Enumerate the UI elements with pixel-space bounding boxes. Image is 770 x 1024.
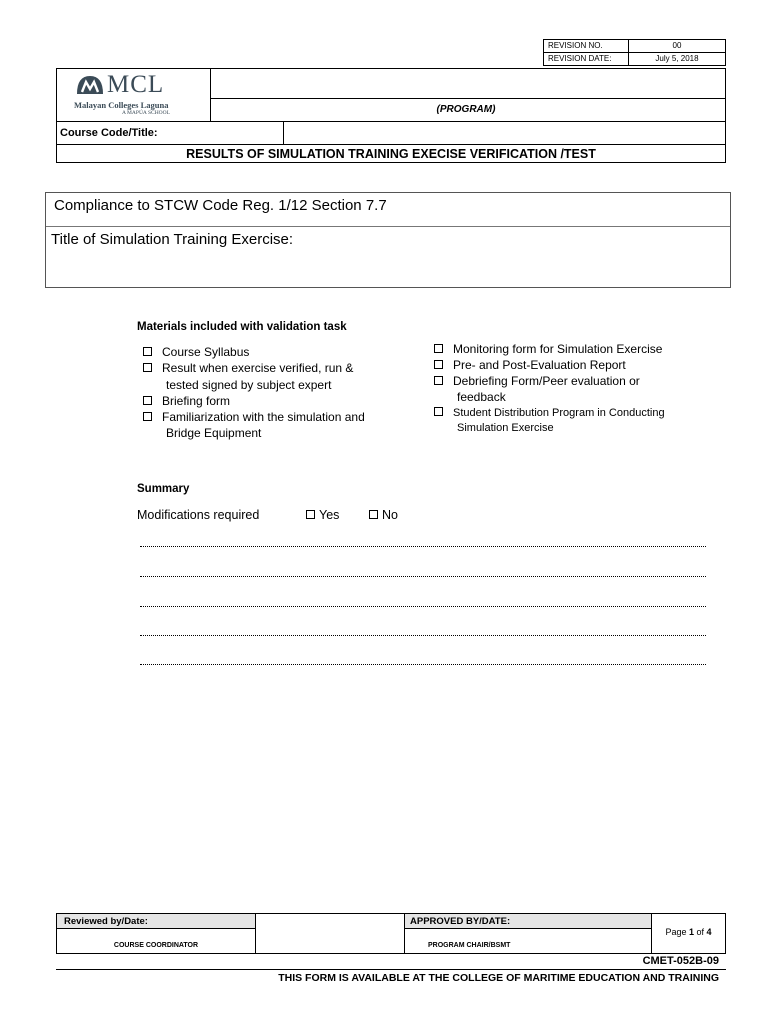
materials-right-list [434, 341, 734, 435]
comment-line-1[interactable] [140, 546, 706, 547]
availability-note: THIS FORM IS AVAILABLE AT THE COLLEGE OF MARITIME EDUCATION AND TRAINING [278, 972, 719, 984]
checkbox-icon[interactable] [434, 407, 443, 416]
approved-label: APPROVED BY/DATE: [410, 916, 511, 927]
page-title: RESULTS OF SIMULATION TRAINING EXECISE VERIFICATION /TEST [186, 147, 596, 161]
mcl-logo-icon [75, 72, 105, 98]
compliance-text: Compliance to STCW Code Reg. 1/12 Section 7.7 [54, 197, 387, 214]
logo-tagline: A MAPÚA SCHOOL [122, 110, 170, 116]
reviewed-cell [57, 914, 256, 929]
material-label-cont: feedback [457, 390, 506, 404]
material-item[interactable] [434, 373, 734, 389]
material-label: Monitoring form for Simulation Exercise [453, 342, 663, 356]
course-code-row [57, 121, 725, 144]
revision-no-value: 00 [629, 40, 726, 53]
no-label: No [382, 508, 398, 522]
material-item[interactable] [143, 409, 413, 425]
approved-cell [405, 914, 652, 929]
modifications-label: Modifications required [137, 508, 260, 522]
exercise-title-field[interactable] [46, 249, 730, 287]
page-prefix: Page [665, 927, 687, 937]
logo-cell [57, 69, 211, 121]
material-item[interactable] [143, 344, 413, 360]
no-option[interactable] [369, 508, 398, 522]
material-item[interactable] [143, 360, 413, 376]
comment-line-3[interactable] [140, 606, 706, 607]
materials-left-list [143, 344, 413, 442]
title-row [57, 144, 725, 162]
revision-date-value: July 5, 2018 [629, 53, 726, 66]
revision-date-label: REVISION DATE: [544, 53, 629, 66]
material-label: Result when exercise verified, run & [162, 361, 354, 376]
yes-label: Yes [319, 508, 340, 522]
logo-subtitle: Malayan Colleges Laguna [74, 100, 169, 110]
program-label: (PROGRAM) [436, 104, 496, 115]
checkbox-icon[interactable] [434, 376, 443, 385]
exercise-title-label: Title of Simulation Training Exercise: [51, 231, 294, 248]
material-item[interactable] [434, 341, 734, 357]
checkbox-icon[interactable] [369, 510, 378, 519]
checkbox-icon[interactable] [143, 347, 152, 356]
material-label: Pre- and Post-Evaluation Report [453, 358, 626, 372]
checkbox-icon[interactable] [434, 360, 443, 369]
program-row [211, 98, 725, 121]
revision-table [543, 39, 726, 66]
signature-table [56, 913, 726, 954]
material-label: Course Syllabus [162, 345, 250, 359]
compliance-row [46, 193, 730, 227]
comment-line-2[interactable] [140, 576, 706, 577]
coordinator-label: COURSE COORDINATOR [113, 942, 199, 949]
summary-heading: Summary [137, 483, 190, 495]
checkbox-icon[interactable] [143, 412, 152, 421]
yes-option[interactable] [306, 508, 339, 522]
material-item[interactable] [434, 357, 734, 373]
material-label: Student Distribution Program in Conducting [453, 407, 665, 419]
material-label: Familiarization with the simulation and [162, 410, 365, 425]
reviewed-date-cell[interactable] [256, 914, 405, 953]
comment-line-4[interactable] [140, 635, 706, 636]
material-label-cont: Simulation Exercise [457, 422, 554, 434]
revision-no-label: REVISION NO. [544, 40, 629, 53]
logo-text: MCL [107, 71, 165, 98]
material-label: Debriefing Form/Peer evaluation or [453, 374, 640, 388]
chair-label: PROGRAM CHAIR/BSMT [428, 942, 511, 949]
material-item[interactable] [434, 405, 734, 421]
checkbox-icon[interactable] [306, 510, 315, 519]
chair-cell [405, 929, 652, 953]
material-label: Briefing form [162, 393, 231, 408]
course-code-value-cell[interactable] [283, 122, 284, 144]
material-label-cont: Bridge Equipment [166, 426, 262, 441]
course-code-label: Course Code/Title: [60, 127, 158, 139]
checkbox-icon[interactable] [143, 363, 152, 372]
page-total: 4 [706, 927, 712, 937]
comment-line-5[interactable] [140, 664, 706, 665]
footer-rule [56, 969, 726, 970]
page-current: 1 [688, 927, 694, 937]
header-box [56, 68, 726, 163]
checkbox-icon[interactable] [143, 396, 152, 405]
page-of: of [696, 927, 705, 937]
coordinator-cell [57, 929, 256, 953]
checkbox-icon[interactable] [434, 344, 443, 353]
form-code: CMET-052B-09 [642, 955, 719, 967]
reviewed-label: Reviewed by/Date: [64, 916, 148, 927]
material-item[interactable] [143, 393, 413, 409]
page-number-cell [652, 914, 725, 953]
compliance-box [45, 192, 731, 288]
materials-heading: Materials included with validation task [137, 321, 347, 333]
material-label-cont: tested signed by subject expert [166, 377, 332, 392]
